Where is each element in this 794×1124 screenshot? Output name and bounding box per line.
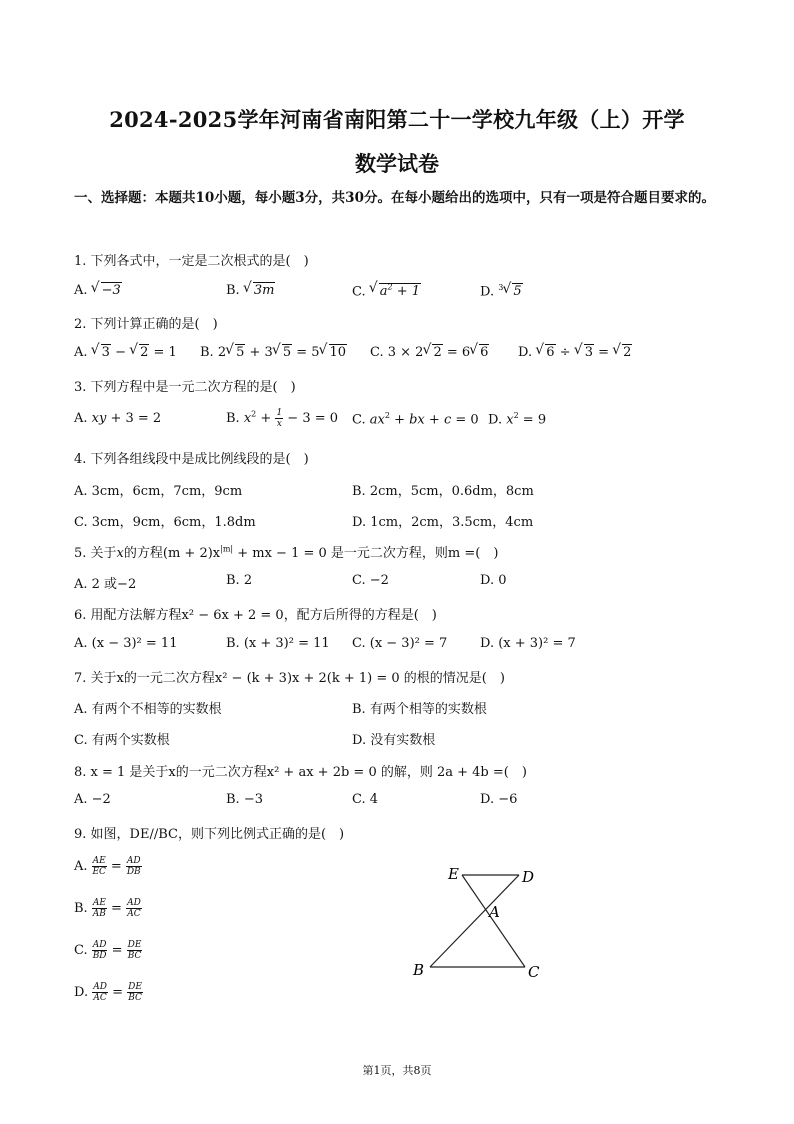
question-2-option-c: C. 3 × 2√ 2 = 6√ 6 [370, 345, 489, 360]
question-4-option-a: A. 3cm，6cm，7cm，9cm [74, 484, 243, 499]
question-2-option-b: B. 2√ 5 + 3√ 5 = 5√ 10 [200, 345, 347, 360]
question-9-option-b: B. $\frac{AE}{AB}$ = $\frac{AD}{AC}$ [74, 898, 141, 919]
question-3-option-d: D. $x^2 = 9$ [488, 411, 547, 428]
question-6-option-d: D. (x + 3)² = 7 [480, 636, 576, 651]
question-1-option-c: C. √ $a^2 + 1$ [352, 283, 421, 299]
question-3-option-b: B. $x^2$ + $\frac{1}{x}$ − 3 = 0 [226, 408, 339, 429]
question-1-option-a: A. √ −3 [74, 283, 122, 298]
segment-db [430, 875, 519, 967]
segment-ec [462, 875, 525, 967]
question-3-option-c: C. $ax^2$ + bx + c = 0 [352, 411, 479, 428]
question-5-option-a: A. 2 或−2 [74, 577, 137, 592]
page-footer: 第1页，共8页 [362, 1064, 432, 1077]
question-1-stem: 1. 下列各式中，一定是二次根式的是( ) [74, 254, 309, 269]
exam-title: 2024-2025学年河南省南阳第二十一学校九年级（上）开学 [109, 107, 685, 132]
question-2-option-d: D. √ 6 ÷ √ 3 = √ 2 [518, 345, 632, 360]
question-7-option-c: C. 有两个实数根 [74, 733, 170, 748]
question-8-option-a: A. −2 [74, 792, 111, 807]
question-8-option-d: D. −6 [480, 792, 518, 807]
label-c: C [528, 963, 540, 981]
question-5-stem: 5. 关于x的方程$(m + 2)x^{|m|}$ + mx − 1 = 0 是一元二次方程，则m =( ) [74, 544, 499, 561]
exam-subtitle: 数学试卷 [355, 151, 439, 176]
question-4-option-c: C. 3cm，9cm，6cm，1.8dm [74, 515, 256, 530]
question-4-option-b: B. 2cm，5cm，0.6dm，8cm [352, 484, 534, 499]
question-4-stem: 4. 下列各组线段中是成比例线段的是( ) [74, 452, 309, 467]
question-9-option-d: D. $\frac{AD}{AC}$ = $\frac{DE}{BC}$ [74, 982, 142, 1003]
label-a: A [489, 903, 500, 921]
question-8-option-c: C. 4 [352, 792, 379, 807]
triangle-figure [400, 855, 560, 990]
question-9-stem: 9. 如图，DE//BC，则下列比例式正确的是( ) [74, 827, 345, 842]
question-1-option-d: D. $^3$√ 5 [480, 283, 523, 299]
question-2-stem: 2. 下列计算正确的是( ) [74, 317, 218, 332]
question-6-stem: 6. 用配方法解方程x² − 6x + 2 = 0，配方后所得的方程是( ) [74, 608, 437, 623]
question-9-option-a: A. $\frac{AE}{EC}$ = $\frac{AD}{DB}$ [74, 856, 141, 877]
question-5-option-b: B. 2 [226, 573, 253, 588]
question-7-option-a: A. 有两个不相等的实数根 [74, 702, 222, 717]
label-b: B [413, 961, 425, 979]
question-7-option-d: D. 没有实数根 [352, 733, 436, 748]
question-2-option-a: A. √ 3 − √ 2 = 1 [74, 345, 177, 360]
section-heading: 一、选择题：本题共10小题，每小题3分，共30分。在每小题给出的选项中，只有一项是符合题目要求的。 [74, 190, 715, 206]
question-8-option-b: B. −3 [226, 792, 263, 807]
question-4-option-d: D. 1cm，2cm，3.5cm，4cm [352, 515, 534, 530]
label-d: D [522, 868, 535, 886]
question-6-option-a: A. (x − 3)² = 11 [74, 636, 178, 651]
question-7-stem: 7. 关于x的一元二次方程x² − (k + 3)x + 2(k + 1) = 0 的根的情况是( ) [74, 671, 505, 686]
question-5-option-c: C. −2 [352, 573, 389, 588]
question-9-option-c: C. $\frac{AD}{BD}$ = $\frac{DE}{BC}$ [74, 940, 142, 961]
question-8-stem: 8. x = 1 是关于x的一元二次方程x² + ax + 2b = 0 的解，则 2a + 4b =( ) [74, 765, 527, 780]
question-1-option-b: B. √ 3m [226, 283, 275, 298]
question-7-option-b: B. 有两个相等的实数根 [352, 702, 487, 717]
label-e: E [448, 865, 459, 883]
question-5-option-d: D. 0 [480, 573, 507, 588]
question-6-option-c: C. (x − 3)² = 7 [352, 636, 448, 651]
question-3-stem: 3. 下列方程中是一元二次方程的是( ) [74, 380, 296, 395]
question-3-option-a: A. xy + 3 = 2 [74, 411, 162, 426]
question-6-option-b: B. (x + 3)² = 11 [226, 636, 330, 651]
